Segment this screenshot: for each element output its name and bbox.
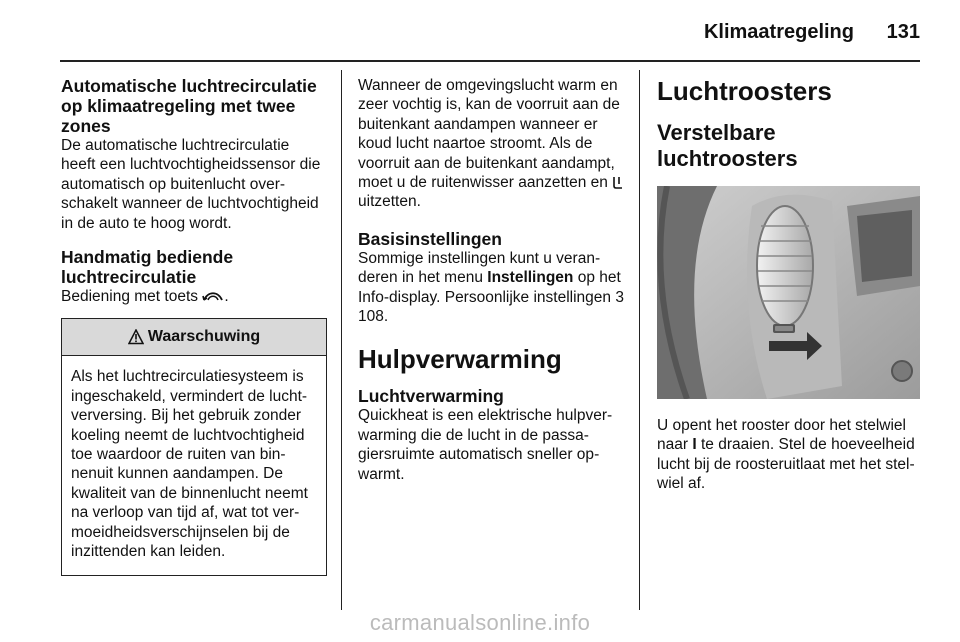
column-divider-1 bbox=[341, 70, 342, 610]
air-vent-photo bbox=[657, 186, 920, 399]
settings-text-b: op het Info-display. Persoonlijke instellingen bbox=[358, 269, 621, 306]
heading-air-vents: Luchtroosters bbox=[657, 76, 832, 106]
vent-text-a: U opent het rooster door het stelwiel naar bbox=[657, 417, 906, 454]
recirculation-text-end: . bbox=[224, 288, 229, 306]
heading-adjustable-vents: Verstelbare luchtroosters bbox=[657, 120, 798, 171]
paragraph-vent-operation bbox=[657, 416, 922, 494]
warning-header bbox=[62, 319, 326, 356]
heading-basic-settings: Basisinstellingen bbox=[358, 228, 502, 249]
paragraph-quickheat: Quickheat is een elektrische hulpverwarming die de lucht in de passagiersruimte automatisch sneller opwarmt. bbox=[358, 407, 613, 483]
vent-open-mark: I bbox=[692, 436, 697, 454]
column-3 bbox=[657, 76, 922, 494]
recirculation-text: Bediening met toets bbox=[61, 288, 199, 306]
windshield-text: Wanneer de omgevingslucht warm en zeer vochtig is, kan de voorruit aan de buitenkant aandampen wanneer er koud lucht naartoe stroomt. Als de voorruit aan de buitenkant aandampt, moet u de ruitenwisser aanzetten en bbox=[358, 77, 620, 192]
page-title: Klimaatregeling bbox=[703, 21, 854, 43]
heading-air-heating: Luchtverwarming bbox=[358, 386, 504, 407]
recirculation-icon bbox=[202, 289, 224, 303]
column-2 bbox=[358, 76, 628, 484]
warning-title: Waarschuwing bbox=[147, 328, 261, 346]
settings-menu-name: Instellingen bbox=[487, 269, 574, 287]
header-rule bbox=[60, 60, 920, 62]
paragraph-manual-recirculation bbox=[61, 287, 327, 306]
heading-manual-recirculation: Handmatig bediende luchtrecirculatie bbox=[61, 247, 234, 288]
warning-box bbox=[61, 318, 327, 575]
paragraph-windshield bbox=[358, 76, 628, 212]
heading-auxiliary-heating: Hulpverwarming bbox=[358, 344, 562, 375]
heading-auto-recirculation: Automatische luchtrecirculatie op klimaatregeling met twee zones bbox=[61, 76, 317, 136]
vent-text-b: te draaien. Stel de hoeveelheid lucht bij de roosteruitlaat met het stelwiel af. bbox=[657, 436, 915, 493]
settings-text-a: Sommige instellingen kunt u veranderen in het menu bbox=[358, 249, 601, 287]
watermark: carmanualsonline.info bbox=[369, 610, 591, 635]
page-number: 131 bbox=[886, 21, 920, 43]
column-divider-2 bbox=[639, 70, 640, 610]
warning-text: Als het luchtrecirculatiesysteem is ingeschakeld, vermindert de luchtverversing. Bij het gebruik zonder koeling neemt de luchtvochtigheid toe waardoor de ruiten van binnenuit kunnen aandampen. De kwaliteit van de binnenlucht neemt na verloop van tijd af, wat tot vermoeidheidsverschijnselen bij de inzittenden kan leiden. bbox=[71, 368, 308, 561]
windshield-text-end: uitzetten. bbox=[358, 193, 421, 211]
column-1 bbox=[61, 76, 327, 576]
wiper-icon bbox=[612, 175, 624, 189]
paragraph-auto-recirculation: De automatische luchtrecirculatie heeft een luchtvochtigheidssensor die automatisch op buitenlucht overschakelt wanneer de luchtvochtigheid in de auto te hoog wordt. bbox=[61, 137, 321, 232]
page-reference: 3 108. bbox=[358, 288, 624, 326]
paragraph-basic-settings bbox=[358, 249, 628, 327]
warning-icon bbox=[128, 329, 144, 345]
